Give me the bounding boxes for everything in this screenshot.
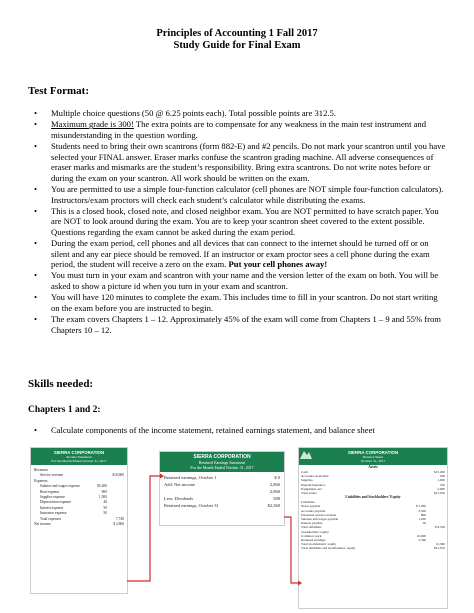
value-col-a: 800	[420, 512, 426, 517]
row-label: Depreciation expense	[40, 500, 72, 505]
value-col-a: 1,200	[418, 517, 426, 522]
row-label: Retained earnings, October 1	[164, 475, 217, 480]
row-label: Notes payable	[301, 504, 321, 509]
row-label: Rent expense	[40, 489, 60, 494]
row-label: Accounts receivable	[301, 474, 329, 479]
value-col-a: 1,500	[98, 495, 107, 500]
row-label: Retained earnings	[301, 538, 326, 543]
income-statement-header: SIERRA CORPORATION Income Statement For the Month Ended October 31, 2017	[31, 448, 127, 465]
value-col-a: $5,200	[97, 484, 107, 489]
value-col-b: $21,910	[433, 546, 445, 551]
list-item: • You will have 120 minutes to complete the exam. This includes time to fill in your scantron. Do not start writing on the exam before you are instructed to begin.	[28, 292, 448, 313]
list-item: • This is a closed book, closed note, and closed neighbor exam. You are NOT permitted to have scratch paper. You are NOT to look around during the exam. You are to keep your scantron sheet covered to the extent possible. Questions regarding the exam cannot be asked during the exam period.	[28, 206, 448, 238]
value-col-b: 550	[439, 482, 445, 487]
value-col-a: 40	[103, 500, 107, 505]
row-label: Add: Net income	[164, 482, 195, 487]
row-label: Unearned service revenue	[301, 512, 337, 517]
row-label: Salaries and wages payable	[301, 517, 339, 522]
row-label: Service revenue	[40, 473, 64, 478]
value-col-a: 10,000	[416, 533, 426, 538]
row-label: Total liabilities	[301, 525, 322, 530]
value-col-b: 200	[439, 474, 445, 479]
list-item: • Maximum grade is 300! The extra points are to compensate for any weakness in the main test instrument and misunderstanding in the question wording.	[28, 119, 448, 140]
value-col-b: 7,740	[115, 516, 124, 521]
row-value: 2,860	[269, 489, 280, 494]
test-format-heading: Test Format:	[28, 85, 89, 97]
row-value: $ 0	[274, 475, 280, 480]
row-label: Total expenses	[40, 516, 62, 521]
row-label: Accounts payable	[301, 508, 326, 513]
list-item: • You must turn in your exam and scantron with your name and the version letter of the exam on both. You will be asked to show a picture id when you turn in your exam and scantron.	[28, 270, 448, 291]
value-col-a: 2,500	[418, 508, 426, 513]
skills-bullet: • Calculate components of the income statement, retained earnings statement, and balance sheet	[28, 425, 448, 436]
value-col-a: 50	[103, 511, 107, 516]
balance-sheet-header: SIERRA CORPORATION Balance Sheet October 31, 2017	[299, 448, 447, 465]
value-col-b: $ 9,550	[434, 525, 445, 530]
row-label: Stockholders’ equity	[301, 529, 329, 534]
arrow-net-income-to-retained-earnings	[127, 476, 160, 581]
value-col-b: $10,600	[112, 473, 124, 478]
value-col-a: 50	[422, 521, 426, 526]
row-label: Expenses	[34, 478, 48, 483]
row-label: Cash	[301, 470, 308, 474]
skills-heading: Skills needed:	[28, 378, 94, 390]
row-value: 500	[273, 496, 280, 501]
value-col-b: $ 2,860	[113, 522, 124, 527]
liabilities-heading: Liabilities and Stockholders’ Equity	[345, 495, 401, 500]
row-label: Total assets	[301, 491, 317, 496]
row-label: Revenues	[34, 468, 48, 472]
sierra-logo-icon	[300, 449, 312, 459]
row-label: Liabilities	[301, 500, 315, 505]
chapters-heading: Chapters 1 and 2:	[28, 405, 101, 415]
value-col-b: 4,960	[437, 486, 445, 491]
list-item: • The exam covers Chapters 1 – 12. Approximately 45% of the exam will come from Chapters 1 – 9 and 55% from Chapters 10 – 12.	[28, 314, 448, 335]
row-label: Net income	[34, 522, 51, 527]
row-label: Total stockholders’ equity	[301, 542, 337, 547]
row-label: Interest payable	[301, 521, 323, 526]
row-label: Prepaid insurance	[301, 482, 326, 487]
arrow-head-1	[160, 474, 164, 479]
retained-earnings-header: SIERRA CORPORATION Retained Earnings Statement For the Month Ended October 31, 2017	[160, 452, 284, 472]
value-col-b: $15,200	[433, 470, 445, 474]
document-title: Principles of Accounting 1 Fall 2017	[156, 28, 318, 39]
list-item: • You are permitted to use a simple four-function calculator (cell phones are NOT simple four-function calculators). Instructors/exam proctors will check each student’s calculator while distributing the exams.	[28, 184, 448, 205]
value-col-a: 50	[103, 505, 107, 510]
value-col-b: 1,000	[437, 478, 445, 483]
row-label: Total liabilities and stockholders’ equity	[301, 546, 356, 551]
value-col-a: 900	[101, 489, 107, 494]
value-col-a: 2,360	[418, 538, 426, 543]
list-item: • Multiple choice questions (50 @ 6.25 points each). Total possible points are 312.5.	[28, 108, 448, 119]
value-col-b: 12,360	[435, 542, 445, 547]
list-item: • Students need to bring their own scantrons (form 882-E) and #2 pencils. Do not mark your scantron until you have selected your FINAL answer. Eraser marks confuse the scantron grading machine. All adverse consequences of eraser marks and mismarks are the student’s responsibility. Bring extra scantrons. Do not write notes before or during the exam on your scantron. All work should be written on the exam.	[28, 141, 448, 183]
row-label: Less: Dividends	[164, 496, 194, 501]
value-col-a: $ 5,000	[415, 504, 426, 509]
row-label: Equipment, net	[301, 486, 322, 491]
arrow-head-2	[298, 581, 302, 586]
row-label: Supplies	[301, 478, 313, 483]
row-label: Common stock	[301, 533, 322, 538]
document-subtitle: Study Guide for Final Exam	[173, 40, 301, 51]
value-col-b: $21,910	[433, 491, 445, 496]
list-item: • During the exam period, cell phones and all devices that can connect to the internet should be turned off or on silent and any ear piece should be removed. If an instructor or exam proctor sees a cell phone during the exam period, the student will receive a zero on the exam. Put your cell phones away!	[28, 238, 448, 270]
row-value: 2,860	[269, 482, 280, 487]
row-label: Retained earnings, October 31	[164, 503, 219, 508]
row-label: Interest expense	[40, 505, 64, 510]
arrow-retained-earnings-to-balance-sheet	[284, 517, 298, 583]
row-label: Salaries and wages expense	[40, 484, 80, 489]
row-value: $2,360	[267, 503, 280, 508]
row-label: Insurance expense	[40, 511, 67, 516]
assets-heading: Assets	[368, 465, 378, 469]
row-label: Supplies expense	[40, 495, 65, 500]
